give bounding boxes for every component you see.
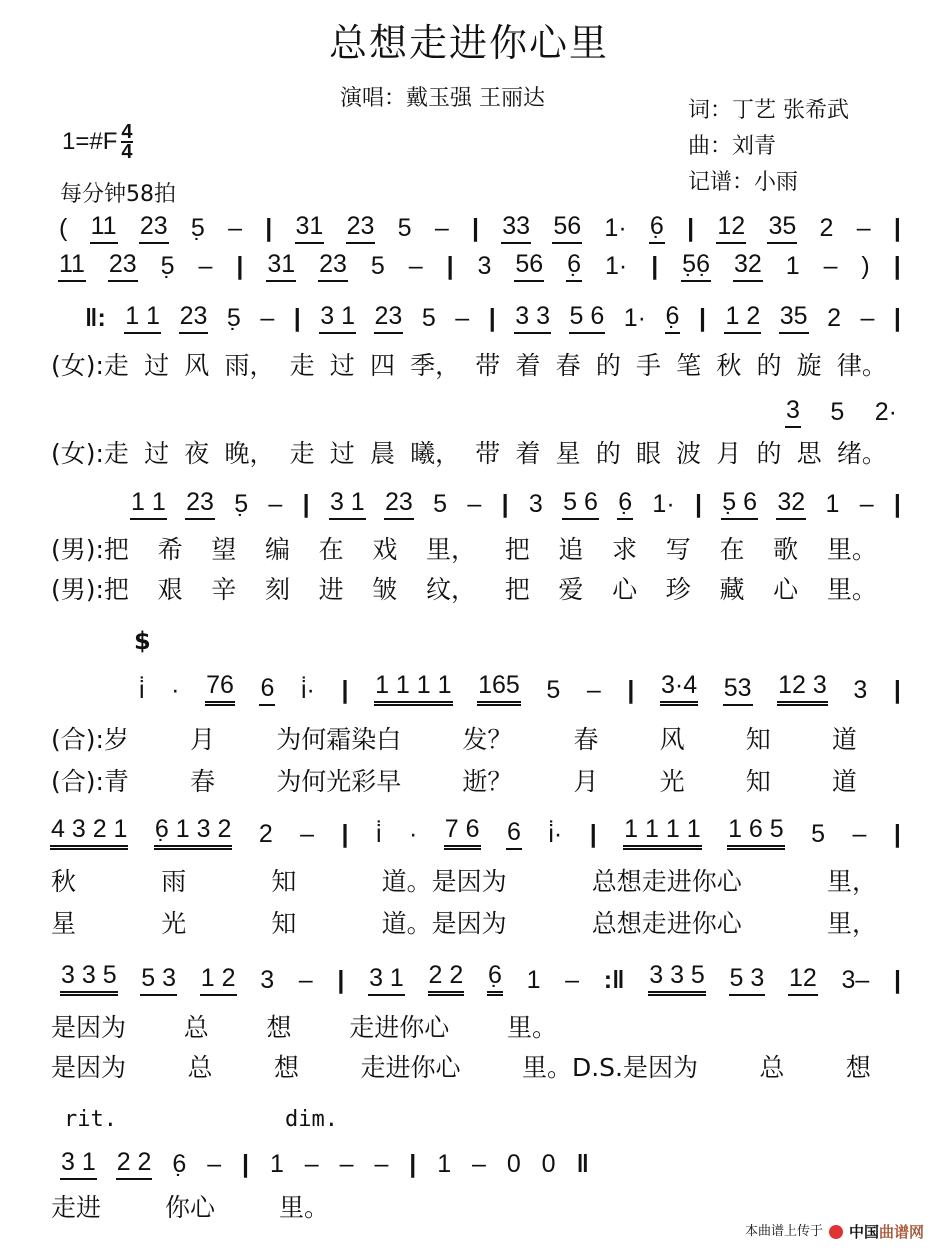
barline: |	[893, 820, 901, 848]
note-group: 6̣	[487, 962, 503, 996]
note-group: 3	[260, 966, 275, 994]
note-group: –	[455, 304, 470, 332]
lyric-word: 你心	[164, 1193, 215, 1222]
note-group: 1·	[604, 214, 627, 242]
note-group: –	[408, 252, 423, 280]
lyric-word: 眼	[635, 439, 661, 468]
lyric-word: 望	[211, 535, 237, 564]
lyric-word: 雨	[161, 867, 187, 896]
note-group: 1 1	[130, 489, 167, 520]
key-label: 1=#F	[62, 128, 118, 155]
lyrics-row-8	[50, 906, 878, 940]
lyric-word: 思	[796, 439, 822, 468]
note-group: 53	[723, 675, 753, 706]
lyric-word: 珍	[665, 575, 691, 604]
note-group: 5̣	[160, 252, 175, 280]
note-group: 35	[779, 303, 809, 334]
barline: |	[501, 490, 509, 518]
note-group: 6	[259, 675, 275, 706]
lyric-word: 绪。	[836, 439, 887, 468]
site-name-black: 中国	[848, 1223, 879, 1241]
lyrics-row-1	[50, 348, 888, 382]
note-group: 5	[546, 676, 561, 704]
note-group: 1·	[652, 490, 675, 518]
note-group: 31	[266, 251, 296, 282]
note-group: 6	[506, 819, 522, 850]
note-group: –	[856, 214, 871, 242]
note-group: 3	[853, 676, 868, 704]
lyric-word: 秋	[716, 351, 742, 380]
lyric-word: 里。	[826, 535, 877, 564]
note-group: )	[861, 252, 870, 280]
lyric-word: 曦，	[410, 439, 461, 468]
note-group: –	[374, 1150, 389, 1178]
note-group: i̇	[375, 820, 382, 848]
note-group: 5	[421, 304, 436, 332]
note-group: –	[207, 1150, 222, 1178]
lyric-word: 波	[676, 439, 702, 468]
lyric-word: 总	[759, 1053, 785, 1082]
note-group: –	[260, 304, 275, 332]
note-group: 35	[767, 213, 797, 244]
lyric-word: 的	[595, 439, 621, 468]
barline: ‖:	[85, 304, 106, 332]
lyric-word: 月	[716, 439, 742, 468]
note-group: 23	[139, 213, 169, 244]
lyric-word: 着	[515, 351, 541, 380]
note-group: 3–	[841, 966, 870, 994]
note-group: 1	[269, 1150, 284, 1178]
note-group: 5 3	[140, 965, 177, 996]
barline: |	[893, 966, 901, 994]
lyric-word: 把	[504, 575, 530, 604]
note-group: 2 2	[116, 1149, 153, 1180]
lyric-word: 知	[271, 867, 297, 896]
lyric-word: 知	[745, 725, 771, 754]
lyric-word: 里。	[506, 1013, 557, 1042]
lyric-word: 爱	[558, 575, 584, 604]
note-group: 6̣	[665, 303, 681, 334]
note-group: –	[298, 966, 313, 994]
note-group: –	[467, 490, 482, 518]
lyric-word: 总想走进你心	[591, 867, 742, 896]
note-group: 5̣6̣	[681, 251, 711, 282]
note-group: 5 6	[569, 303, 606, 334]
lyric-word: 的	[756, 351, 782, 380]
note-group: ·	[409, 820, 418, 848]
lyric-word: 纹，	[426, 575, 477, 604]
note-group: 1	[785, 252, 800, 280]
lyric-word: 在	[719, 535, 745, 564]
singers: 演唱：戴玉强 王丽达	[340, 86, 545, 111]
site-name-brown: 曲谱网	[878, 1223, 924, 1241]
note-group: 2·	[874, 398, 897, 426]
notation-row-7	[60, 962, 902, 996]
note-group: 76	[205, 672, 235, 706]
note-group: 2	[827, 304, 841, 332]
note-group: 5 3	[729, 965, 766, 996]
time-signature	[121, 123, 132, 161]
song-title: 总想走进你心里	[328, 21, 609, 65]
note-group: –	[304, 1150, 319, 1178]
note-group: i̇·	[300, 676, 315, 704]
note-group: 5	[811, 820, 826, 848]
lyric-word: 秋	[51, 867, 77, 896]
lyric-word: 里。D.S.是因为	[521, 1053, 698, 1082]
lyric-word: (女):走	[51, 439, 129, 468]
lyric-word: 刻	[264, 575, 290, 604]
lyric-word: 藏	[719, 575, 745, 604]
lyric-word: 戏	[372, 535, 398, 564]
note-group: 23	[179, 303, 209, 334]
note-group: 6̣	[649, 213, 665, 244]
barline: |	[698, 304, 706, 332]
note-group: 5	[830, 398, 845, 426]
note-group: 3 1	[319, 303, 356, 334]
lyric-word: 风	[659, 725, 685, 754]
note-group: 56	[514, 251, 544, 282]
note-group: 6̣ 1 3 2	[154, 816, 232, 850]
dim-mark: dim.	[285, 1107, 338, 1132]
lyric-word: 走	[289, 351, 315, 380]
lyric-word: 夜	[184, 439, 210, 468]
note-group: 6̣	[172, 1150, 187, 1178]
lyric-word: 春	[573, 725, 599, 754]
barline: |	[472, 214, 479, 242]
note-group: –	[434, 214, 449, 242]
lyric-word: 里，	[826, 909, 877, 938]
note-group: i̇·	[548, 820, 563, 848]
note-group: 1 1 1 1	[623, 816, 701, 850]
note-group: 1 2	[200, 965, 237, 996]
footer-credit	[745, 1224, 924, 1240]
lyric-word: 星	[51, 909, 77, 938]
lyric-word: 求	[612, 535, 638, 564]
lyrics-row-3	[50, 532, 878, 566]
lyric-word: 走进	[51, 1193, 102, 1222]
lyric-word: 带	[475, 351, 501, 380]
lyric-word: 过	[329, 439, 355, 468]
lyric-word: (男):把	[51, 575, 129, 604]
lyric-word: 晨	[369, 439, 395, 468]
lyric-word: 歌	[773, 535, 799, 564]
note-group: 2	[819, 214, 834, 242]
lyric-word: 旋	[796, 351, 822, 380]
notation-row-6	[50, 816, 902, 850]
lyric-word: 走	[289, 439, 315, 468]
lyric-word: 道	[831, 725, 857, 754]
lyric-word: 道。是因为	[381, 909, 507, 938]
note-group: 11	[58, 251, 86, 282]
lyric-word: 是因为	[51, 1053, 127, 1082]
notation-row-5	[138, 672, 902, 706]
lyric-word: 进	[318, 575, 344, 604]
barline: |	[893, 676, 901, 704]
note-group: 5̣ 6	[721, 489, 758, 520]
transcriber: 记谱：小雨	[688, 170, 799, 195]
lyric-word: 想	[266, 1013, 292, 1042]
lyric-word: 知	[745, 767, 771, 796]
notation-row-3-alt	[785, 394, 898, 428]
note-group: (	[59, 214, 68, 242]
lyric-word: 艰	[157, 575, 183, 604]
note-group: 31	[295, 213, 325, 244]
note-group: –	[472, 1150, 486, 1178]
note-group: 1·	[605, 252, 628, 280]
lyric-word: 道	[831, 767, 857, 796]
barline: |	[446, 252, 454, 280]
note-group: 12	[716, 213, 746, 244]
note-group: 32	[776, 489, 806, 520]
footer-text: 本曲谱上传于	[744, 1224, 823, 1239]
lyric-word: 里，	[826, 867, 877, 896]
lyric-word: 着	[515, 439, 541, 468]
barline: |	[893, 214, 901, 242]
lyric-word: 知	[271, 909, 297, 938]
lyric-word: 手	[635, 351, 661, 380]
lyrics-row-5	[50, 722, 858, 756]
note-group: 23	[185, 489, 215, 520]
notation-row-3	[84, 300, 902, 334]
note-group: 11	[90, 213, 118, 244]
note-group: 6̣	[566, 251, 582, 282]
lyrics-row-7	[50, 864, 878, 898]
lyric-word: 晚，	[224, 439, 275, 468]
lyric-word: 皱	[372, 575, 398, 604]
barline: |	[893, 252, 901, 280]
lyric-word: (女):走	[51, 351, 129, 380]
note-group: 4 3 2 1	[50, 816, 128, 850]
lyric-word: 逝？	[462, 767, 513, 796]
lyric-word: 总	[187, 1053, 213, 1082]
lyric-word: 光	[161, 909, 187, 938]
lyric-word: (合):青	[51, 767, 129, 796]
lyric-word: 带	[475, 439, 501, 468]
barline: |	[589, 820, 597, 848]
note-group: 1 2	[724, 303, 761, 334]
lyric-word: 追	[558, 535, 584, 564]
note-group: 12 3	[777, 672, 828, 706]
lyric-word: 风	[184, 351, 210, 380]
note-group: 5̣	[190, 214, 205, 242]
lyric-word: 过	[144, 439, 170, 468]
note-group: –	[565, 966, 580, 994]
note-group: 1	[825, 490, 840, 518]
note-group: 3 3	[514, 303, 551, 334]
note-group: 3 1	[329, 489, 366, 520]
note-group: 0	[506, 1150, 521, 1178]
site-logo-icon	[829, 1225, 843, 1239]
lyric-word: 过	[144, 351, 170, 380]
time-top: 4	[121, 121, 133, 143]
lyric-word: 走进你心	[360, 1053, 461, 1082]
lyric-word: 光	[659, 767, 685, 796]
note-group: –	[852, 820, 867, 848]
notation-row-4	[130, 486, 902, 520]
lyrics-row-6	[50, 764, 858, 798]
lyric-word: 月	[573, 767, 599, 796]
note-group: 5	[370, 252, 385, 280]
lyric-word: 为何光彩早	[276, 767, 402, 796]
lyric-word: 道。是因为	[381, 867, 507, 896]
note-group: 5̣	[234, 490, 249, 518]
note-group: 1 1 1 1	[374, 672, 452, 706]
note-group: 5	[397, 214, 412, 242]
lyric-word: 月	[190, 725, 216, 754]
note-group: –	[198, 252, 213, 280]
barline: |	[337, 966, 345, 994]
barline: ‖	[576, 1150, 589, 1178]
lyric-word: 里。	[278, 1193, 329, 1222]
time-bottom: 4	[121, 141, 133, 163]
lyric-word: 律。	[836, 351, 887, 380]
lyric-word: 总想走进你心	[591, 909, 742, 938]
note-group: 23	[318, 251, 348, 282]
note-group: –	[300, 820, 315, 848]
lyric-word: 笔	[676, 351, 702, 380]
note-group: 33	[501, 213, 531, 244]
note-group: 0	[541, 1150, 556, 1178]
lyric-word: 春	[190, 767, 216, 796]
lyric-word: 雨，	[224, 351, 275, 380]
tempo: 每分钟58拍	[60, 182, 176, 207]
lyric-word: 发？	[462, 725, 513, 754]
note-group: 23	[384, 489, 414, 520]
note-group: 32	[733, 251, 763, 282]
lyric-word: 春	[555, 351, 581, 380]
note-group: –	[859, 490, 874, 518]
note-group: 23	[374, 303, 404, 334]
lyric-word: 心	[773, 575, 799, 604]
note-group: 23	[108, 251, 138, 282]
note-group: 3	[785, 397, 801, 428]
note-group: 3 1	[60, 1149, 97, 1180]
note-group: 7 6	[444, 816, 481, 850]
note-group: 3	[528, 490, 543, 518]
note-group: 6̣	[617, 489, 633, 520]
note-group: 5̣	[226, 304, 241, 332]
note-group: 1	[526, 966, 541, 994]
barline: |	[893, 304, 901, 332]
lyric-word: 想	[273, 1053, 299, 1082]
note-group: ·	[171, 676, 180, 704]
barline: |	[409, 1150, 417, 1178]
note-group: 5 6	[562, 489, 599, 520]
note-group: i̇	[139, 676, 145, 704]
barline: |	[302, 490, 310, 518]
barline: |	[627, 676, 635, 704]
lyrics-row-11	[50, 1190, 330, 1224]
note-group: 1 1	[124, 303, 161, 334]
lyric-word: 想	[845, 1053, 871, 1082]
note-group: 1	[437, 1150, 452, 1178]
barline: |	[293, 304, 301, 332]
note-group: –	[228, 214, 242, 242]
note-group: 3 1	[368, 965, 405, 996]
composer: 曲：刘青	[688, 134, 777, 159]
segno-sign: $	[134, 627, 151, 655]
barline: |	[651, 252, 659, 280]
note-group: 12	[788, 965, 818, 996]
notation-row-2	[58, 248, 902, 282]
lyric-word: 走进你心	[349, 1013, 450, 1042]
barline: |	[341, 820, 349, 848]
lyric-word: (男):把	[51, 535, 129, 564]
lyric-word: 写	[665, 535, 691, 564]
note-group: 23	[346, 213, 376, 244]
lyric-word: 的	[756, 439, 782, 468]
lyric-word: 把	[504, 535, 530, 564]
lyric-word: 季，	[410, 351, 461, 380]
lyrics-row-4	[50, 572, 878, 606]
note-group: 165	[477, 672, 521, 706]
barline: |	[488, 304, 496, 332]
lyric-word: 里。	[826, 575, 877, 604]
note-group: 2 2	[428, 962, 465, 996]
barline: |	[341, 676, 349, 704]
note-group: 3 3 5	[60, 962, 118, 996]
lyric-word: 辛	[211, 575, 237, 604]
lyric-word: 编	[264, 535, 290, 564]
barline: |	[242, 1150, 250, 1178]
note-group: 1 6 5	[727, 816, 785, 850]
lyric-word: 心	[612, 575, 638, 604]
notation-row-8	[60, 1146, 590, 1180]
note-group: 2	[258, 820, 273, 848]
lyrics-row-2	[50, 436, 888, 470]
lyric-word: 四	[369, 351, 395, 380]
lyrics-row-10	[50, 1050, 872, 1084]
barline: :‖	[603, 966, 625, 994]
rit-mark: rit.	[64, 1107, 117, 1132]
note-group: 1·	[623, 304, 647, 332]
barline: |	[694, 490, 702, 518]
note-group: –	[860, 304, 875, 332]
key-signature	[62, 122, 133, 162]
lyric-word: 在	[318, 535, 344, 564]
note-group: –	[268, 490, 283, 518]
lyric-word: 总	[183, 1013, 209, 1042]
lyrics-row-9	[50, 1010, 558, 1044]
notation-row-1	[58, 210, 902, 244]
lyric-word: (合):岁	[51, 725, 129, 754]
note-group: 3·4	[660, 672, 698, 706]
lyric-word: 为何霜染白	[276, 725, 402, 754]
note-group: –	[586, 676, 601, 704]
site-name[interactable]	[849, 1224, 924, 1240]
lyric-word: 的	[595, 351, 621, 380]
note-group: –	[339, 1150, 354, 1178]
note-group: –	[823, 252, 838, 280]
lyric-word: 星	[555, 439, 581, 468]
lyricist: 词：丁艺 张希武	[688, 98, 849, 123]
lyric-word: 希	[157, 535, 183, 564]
note-group: 3	[477, 252, 492, 280]
note-group: 3 3 5	[648, 962, 706, 996]
barline: |	[893, 490, 901, 518]
lyric-word: 里，	[426, 535, 477, 564]
barline: |	[265, 214, 273, 242]
note-group: 56	[552, 213, 582, 244]
lyric-word: 过	[329, 351, 355, 380]
barline: |	[687, 214, 695, 242]
note-group: 5	[433, 490, 448, 518]
barline: |	[236, 252, 244, 280]
lyric-word: 是因为	[51, 1013, 127, 1042]
